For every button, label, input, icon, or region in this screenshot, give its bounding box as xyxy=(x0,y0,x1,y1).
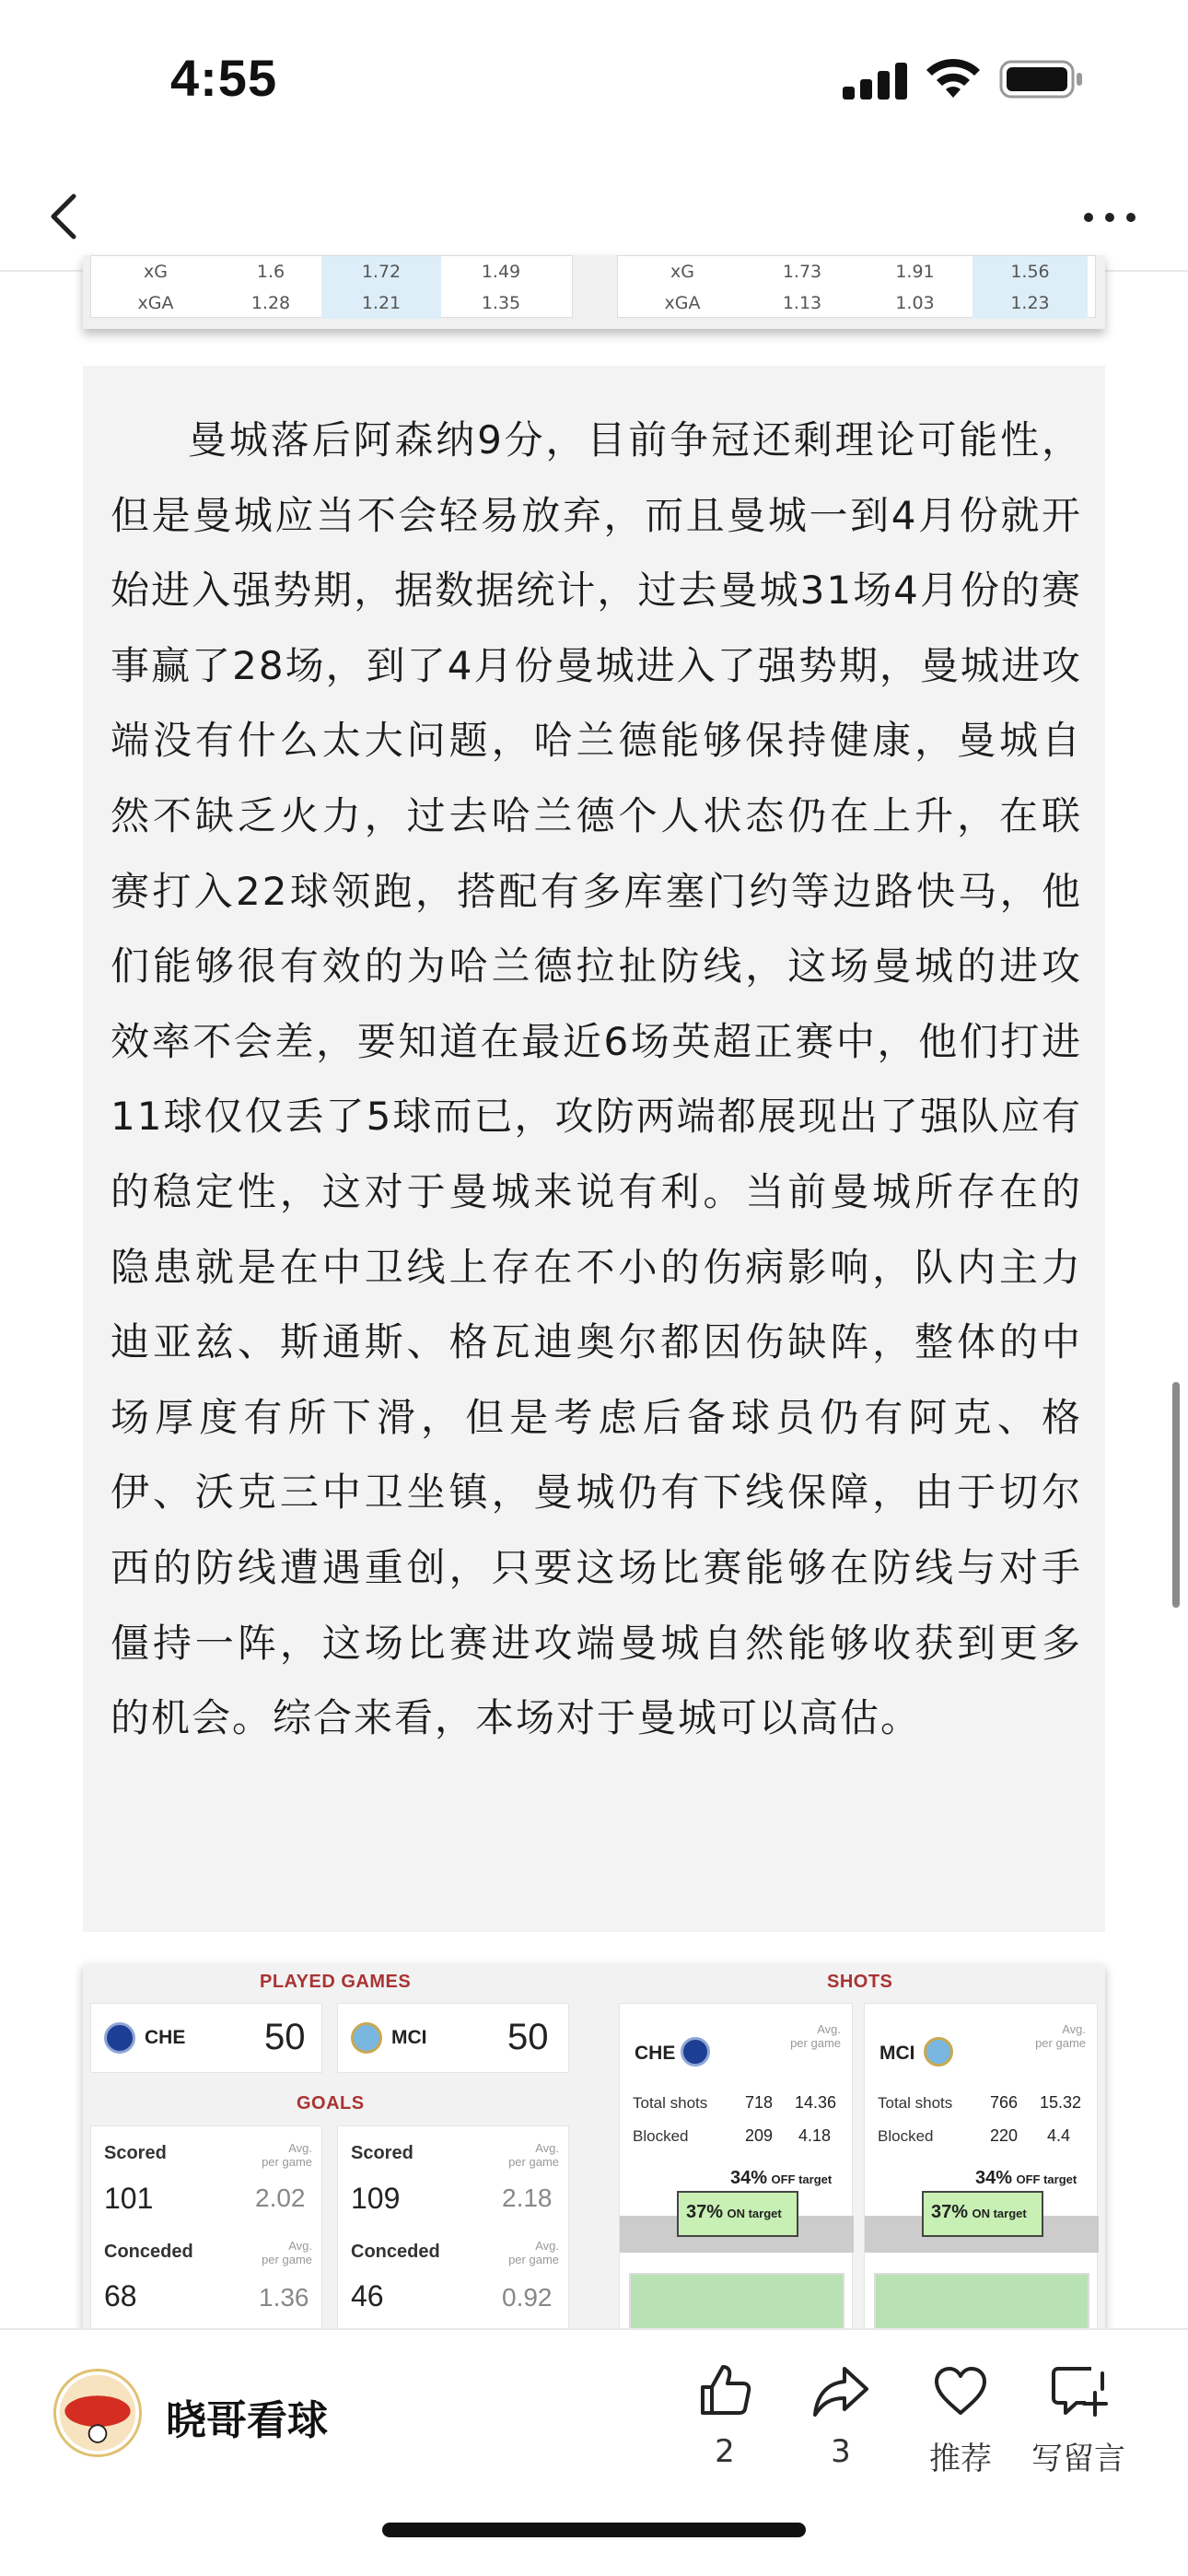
avg-label: Avg. per game xyxy=(262,2239,312,2266)
author-avatar[interactable] xyxy=(53,2369,142,2457)
played-count: 50 xyxy=(264,2017,306,2057)
back-icon[interactable] xyxy=(33,180,107,253)
avg-label: Avg. per game xyxy=(790,2022,841,2050)
home-indicator[interactable] xyxy=(382,2523,806,2537)
stat-label: xGA xyxy=(137,293,174,313)
author-name[interactable]: 晓哥看球 xyxy=(166,2397,328,2444)
on-target-stat: 37% ON target xyxy=(922,2191,1043,2237)
cellular-signal-icon xyxy=(843,61,909,100)
avg-label: Avg. per game xyxy=(1035,2022,1086,2050)
heart-icon xyxy=(931,2361,990,2420)
stat-value: 1.35 xyxy=(481,293,521,313)
wifi-icon xyxy=(924,55,983,101)
stat-value: 1.6 xyxy=(256,262,285,282)
share-count: 3 xyxy=(831,2433,851,2470)
mci-goals-box xyxy=(337,2125,569,2351)
mci-played-box xyxy=(337,2003,569,2073)
scored-value: 109 xyxy=(351,2182,401,2215)
status-time: 4:55 xyxy=(170,49,278,107)
played-count: 50 xyxy=(507,2017,549,2057)
stat-label: xG xyxy=(670,262,694,282)
stat-value: 1.28 xyxy=(250,293,291,313)
avg-label: Avg. per game xyxy=(262,2141,312,2169)
stat-label: xGA xyxy=(664,293,701,313)
article-paragraph: 曼城落后阿森纳9分，目前争冠还剩理论可能性，但是曼城应当不会轻易放弃，而且曼城一到4月份就开始进入强势期，据数据统计，过去曼城31场4月份的赛事赢了28场，到了4月份曼城进入了强势期，曼城进攻端没有什么太大问题，哈兰德能够保持健康，曼城自然不缺乏火力，过去哈兰德个人状态仍在上升，在联赛打入22球领跑，搭配有多库塞门约等边路快马，他们能够很有效的为哈兰德拉扯防线，这场曼城的进攻效率不会差，要知道在最近6场英超正赛中，他们打进11球仅仅丢了5球而已，攻防两端都展现出了强队应有的稳定性，这对于曼城来说有利。当前曼城所存在的隐患就是在中卫线上存在不小的伤病影响，队内主力迪亚兹、斯通斯、格瓦迪奥尔都因伤缺阵，整体的中场厚度有所下滑，但是考虑后备球员仍有阿克、格伊、沃克三中卫坐镇，曼城仍有下线保障，由于切尔西的防线遭遇重创，只要这场比赛能够在防线与对手僵持一阵，这场比赛进攻端曼城自然能够收获到更多的机会。综合来看，本场对于曼城可以高估。 xyxy=(111,417,1082,1741)
total-shots-value: 766 xyxy=(990,2093,1019,2112)
like-button[interactable] xyxy=(665,2361,785,2500)
stat-value: 1.72 xyxy=(321,256,441,287)
avatar-logo-icon xyxy=(56,2371,139,2454)
scored-value: 101 xyxy=(104,2182,154,2215)
che-goals-box xyxy=(90,2125,322,2351)
left-stats-table xyxy=(90,255,573,318)
conceded-label: Conceded xyxy=(351,2242,440,2262)
total-shots-label: Total shots xyxy=(878,2094,953,2112)
stat-value: 1.13 xyxy=(782,293,822,313)
chelsea-crest-icon xyxy=(104,2022,135,2054)
che-played-box xyxy=(90,2003,322,2073)
stat-value: 1.03 xyxy=(895,293,935,313)
shots-title: SHOTS xyxy=(827,1972,893,1992)
stat-value: 1.73 xyxy=(782,262,822,282)
team-name: CHE xyxy=(145,2027,186,2048)
blocked-value: 209 xyxy=(745,2126,774,2145)
scored-label: Scored xyxy=(104,2143,167,2163)
more-options-icon[interactable] xyxy=(1073,189,1147,244)
right-stats-table xyxy=(617,255,1096,318)
chelsea-crest-icon xyxy=(681,2037,710,2067)
stat-label: xG xyxy=(144,262,168,282)
total-shots-value: 718 xyxy=(745,2093,774,2112)
stat-value: 1.91 xyxy=(895,262,935,282)
write-comment-label: 写留言 xyxy=(1031,2441,1125,2477)
bottom-action-bar xyxy=(0,2328,1188,2576)
avg-label: Avg. per game xyxy=(508,2239,559,2266)
stat-value: 1.49 xyxy=(481,262,521,282)
stats-image-top xyxy=(83,255,1105,329)
blocked-avg: 4.4 xyxy=(1047,2126,1071,2145)
off-target-stat: 34% OFF target xyxy=(730,2168,833,2188)
like-count: 2 xyxy=(715,2433,735,2470)
status-bar xyxy=(0,0,1188,161)
recommend-label: 推荐 xyxy=(929,2441,992,2477)
stat-value: 1.56 xyxy=(973,256,1088,287)
mancity-crest-icon xyxy=(924,2037,953,2067)
mancity-crest-icon xyxy=(351,2022,382,2054)
write-comment-button[interactable] xyxy=(1019,2361,1138,2500)
conceded-value: 68 xyxy=(104,2279,137,2313)
share-button[interactable] xyxy=(781,2361,901,2500)
team-name: MCI xyxy=(391,2027,427,2048)
scored-label: Scored xyxy=(351,2143,413,2163)
recommend-button[interactable] xyxy=(901,2361,1020,2500)
blocked-avg: 4.18 xyxy=(798,2126,832,2145)
conceded-label: Conceded xyxy=(104,2242,193,2262)
blocked-label: Blocked xyxy=(878,2127,934,2145)
thumbs-up-icon xyxy=(695,2361,754,2420)
scored-avg: 2.18 xyxy=(502,2184,553,2212)
off-target-stat: 34% OFF target xyxy=(975,2168,1077,2188)
stat-value: 1.21 xyxy=(321,287,441,319)
total-shots-avg: 14.36 xyxy=(795,2093,837,2112)
share-arrow-icon xyxy=(811,2361,870,2420)
mci-shots-box xyxy=(864,2003,1098,2353)
blocked-label: Blocked xyxy=(633,2127,689,2145)
scrollbar[interactable] xyxy=(1172,1382,1180,1608)
conceded-avg: 1.36 xyxy=(259,2283,309,2312)
on-target-stat: 37% ON target xyxy=(677,2191,798,2237)
stat-value: 1.23 xyxy=(973,287,1088,319)
played-games-title: PLAYED GAMES xyxy=(260,1972,412,1992)
team-name: CHE xyxy=(635,2043,676,2064)
blocked-value: 220 xyxy=(990,2126,1019,2145)
conceded-avg: 0.92 xyxy=(502,2283,553,2312)
article-body xyxy=(83,366,1105,1932)
scored-avg: 2.02 xyxy=(255,2184,306,2212)
battery-icon xyxy=(999,59,1084,100)
team-name: MCI xyxy=(879,2043,915,2064)
avg-label: Avg. per game xyxy=(508,2141,559,2169)
comment-add-icon xyxy=(1049,2361,1108,2420)
total-shots-label: Total shots xyxy=(633,2094,708,2112)
stats-image xyxy=(83,1964,1105,2351)
goals-title: GOALS xyxy=(297,2093,365,2113)
total-shots-avg: 15.32 xyxy=(1040,2093,1082,2112)
article-content xyxy=(0,262,1188,2328)
conceded-value: 46 xyxy=(351,2279,384,2313)
che-shots-box xyxy=(619,2003,853,2353)
